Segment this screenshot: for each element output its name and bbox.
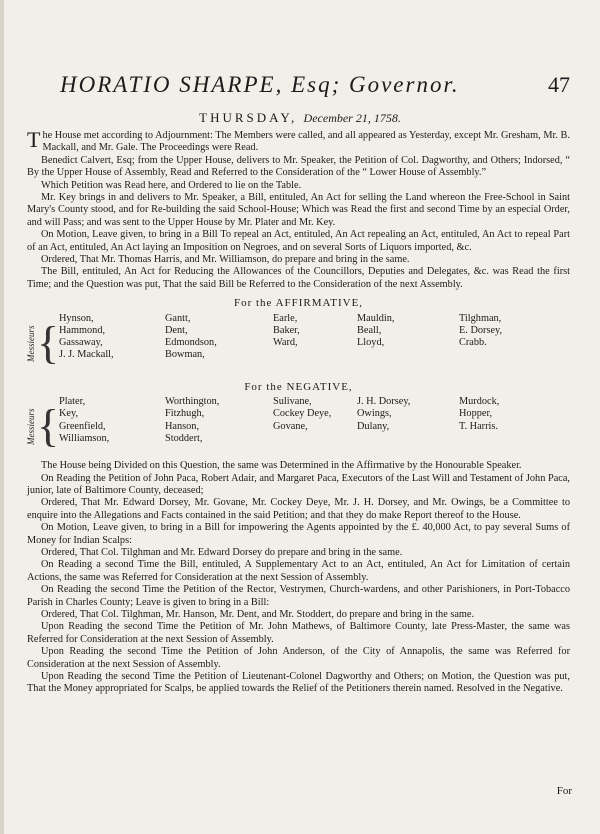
member-name: Earle, (273, 312, 298, 324)
affirmative-heading: For the AFFIRMATIVE, (233, 297, 364, 310)
member-name: Dent, (165, 324, 188, 336)
member-name: Hynson, (59, 312, 94, 324)
paragraph: Upon Reading the second Time the Petition of Lieutenant-Colonel Dagworthy and Others; on Motion, the Question was put, That the Money appropriated for Scalps, be applied towards the Relief of the Petitioners therein named. Resolved in the Negative. (27, 671, 570, 695)
name-column (273, 313, 300, 350)
paragraph: On Motion, Leave given, to bring in a Bill To repeal an Act, entituled, An Act repealing an Act, entituled, An Act to repeal Part of an Act, entituled, An Act laying an Imposition on Negroes, and on several Sorts of Liquors imported, &c. (27, 229, 570, 253)
paragraph: Ordered, That Mr. Thomas Harris, and Mr. Williamson, do prepare and bring in the same. (41, 254, 410, 266)
name-column (165, 313, 217, 362)
paragraph-group-b (27, 460, 570, 696)
member-name: Tilghman, (459, 312, 502, 324)
journal-body (26, 127, 570, 696)
paragraph: On Reading the Petition of John Paca, Robert Adair, and Margaret Paca, Executors of the Last Will and Testament of John Paca, junior, late of Baltimore County, deceased; (27, 472, 570, 496)
paragraph: Upon Reading the second Time the Petition of Mr. John Mathews, of Baltimore County, late Press-Master, the same was Referred for Consideration at the next Session of Assembly. (27, 621, 570, 645)
affirmative-vote-list (27, 313, 570, 375)
name-column (357, 313, 394, 350)
member-name: Murdock, (459, 396, 500, 408)
negative-heading: For the NEGATIVE, (244, 380, 353, 393)
member-name: E. Dorsey, (459, 324, 503, 336)
member-name: J. H. Dorsey, (357, 396, 411, 408)
member-name: Hanson, (165, 420, 200, 432)
running-header (60, 72, 570, 102)
name-column (459, 396, 499, 433)
paragraph: Mr. Key brings in and delivers to Mr. Speaker, a Bill, entituled, An Act for selling the Land whereon the Free-School in Saint Mary's County stood, and for Re-building the said School-House; Which was Read the first and second Time by an especial Order, and will Pass; and was sent to the Upper House by Mr. Plater and Mr. Key. (27, 192, 570, 228)
member-name: Cockey Deye, (273, 408, 332, 420)
running-title: HORATIO SHARPE, Esq; Governor. (60, 72, 460, 97)
member-name: Stoddert, (165, 432, 203, 444)
paragraph: Ordered, That Mr. Edward Dorsey, Mr. Govane, Mr. Cockey Deye, Mr. J. H. Dorsey, and Mr. Owings, be a Committee to enquire into the Allegations and Facts contained in the said Petition; and that they do make Report thereof to the House. (27, 497, 570, 521)
member-name: Williamson, (59, 432, 110, 444)
member-name: Gassaway, (59, 337, 103, 349)
member-name: Govane, (273, 420, 308, 432)
messieurs-label: Messieurs (26, 325, 36, 362)
member-name: T. Harris. (459, 420, 498, 432)
member-name: Worthington, (165, 396, 220, 408)
paragraph: On Motion, Leave given, to bring in a Bill for impowering the Agents appointed by the £. 40,000 Act, to pay several Sums of Money for Indian Scalps: (27, 522, 570, 546)
name-column (59, 396, 109, 445)
day-heading: THURSDAY, (199, 110, 298, 125)
paragraph: On Reading a second Time the Bill, entituled, A Supplementary Act to an Act, entituled, An Act for Limitation of certain Actions, the same was Referred for Consideration at the next Session of Assembly. (27, 559, 570, 583)
paragraph-group-a (27, 127, 570, 291)
member-name: Gantt, (165, 312, 191, 324)
paragraph: The House being Divided on this Question, the same was Determined in the Affirmative by the Honourable Speaker. (41, 460, 522, 472)
member-name: Mauldin, (357, 312, 395, 324)
paragraph: The Bill, entituled, An Act for Reducing the Allowances of the Councillors, Deputies and Delegates, &c. was Read the first Time; and the Question was put, That the said Bill be Referred to the Consideration of the next Assembly. (27, 266, 570, 290)
dateline (0, 110, 600, 126)
member-name: Hopper, (459, 408, 493, 420)
member-name: Owings, (357, 408, 392, 420)
member-name: Plater, (59, 396, 86, 408)
member-name: Hammond, (59, 324, 106, 336)
member-name: Dulany, (357, 420, 390, 432)
member-name: Lloyd, (357, 337, 385, 349)
paragraph: Ordered, That Col. Tilghman and Mr. Edward Dorsey do prepare and bring in the same. (41, 546, 403, 558)
name-column (357, 396, 410, 433)
paragraph: Upon Reading the second Time the Petition of John Anderson, of the City of Annapolis, the same was Referred for Consideration at the next Session of Assembly. (27, 646, 570, 670)
negative-vote-list (27, 396, 570, 458)
member-name: Edmondson, (165, 337, 217, 349)
name-column (273, 396, 331, 433)
member-name: Bowman, (165, 349, 205, 361)
member-name: J. J. Mackall, (59, 349, 114, 361)
name-column (165, 396, 219, 445)
name-column (59, 313, 114, 362)
paragraph: Ordered, That Col. Tilghman, Mr. Hanson, Mr. Dent, and Mr. Stoddert, do prepare and bring in the same. (41, 608, 475, 620)
date-text: December 21, 1758. (303, 111, 401, 125)
member-name: Beall, (357, 324, 382, 336)
member-name: Baker, (273, 324, 300, 336)
paragraph: Which Petition was Read here, and Ordered to lie on the Table. (41, 179, 302, 191)
paragraph: Benedict Calvert, Esq; from the Upper House, delivers to Mr. Speaker, the Petition of Col. Dagworthy, and Others; Indorsed, “ By the Upper House of Assembly, Read and Referred to the Consideration of the “ Lower House of Assembly.” (27, 154, 570, 179)
member-name: Ward, (273, 337, 298, 349)
page-number: 47 (548, 72, 570, 97)
member-name: Crabb. (459, 337, 487, 349)
brace-mark: { (37, 316, 60, 368)
member-name: Sulivane, (273, 396, 312, 408)
member-name: Key, (59, 408, 79, 420)
brace-mark: { (37, 400, 60, 452)
messieurs-label: Messieurs (26, 408, 36, 446)
paragraph: On Reading the second Time the Petition of the Rector, Vestrymen, Church-wardens, and other Parishioners, in Port-Tobacco Parish in Charles County; Leave is given to bring in a Bill: (27, 584, 570, 608)
member-name: Greenfield, (59, 420, 106, 432)
member-name: Fitzhugh, (165, 408, 205, 420)
paragraph: The House met according to Adjournment: The Members were called, and all appeared as Yesterday, except Mr. Gresham, Mr. B. Mackall, and Mr. Gale. The Proceedings were Read. (27, 127, 570, 154)
name-column (459, 313, 502, 350)
catchword: For (556, 785, 572, 797)
